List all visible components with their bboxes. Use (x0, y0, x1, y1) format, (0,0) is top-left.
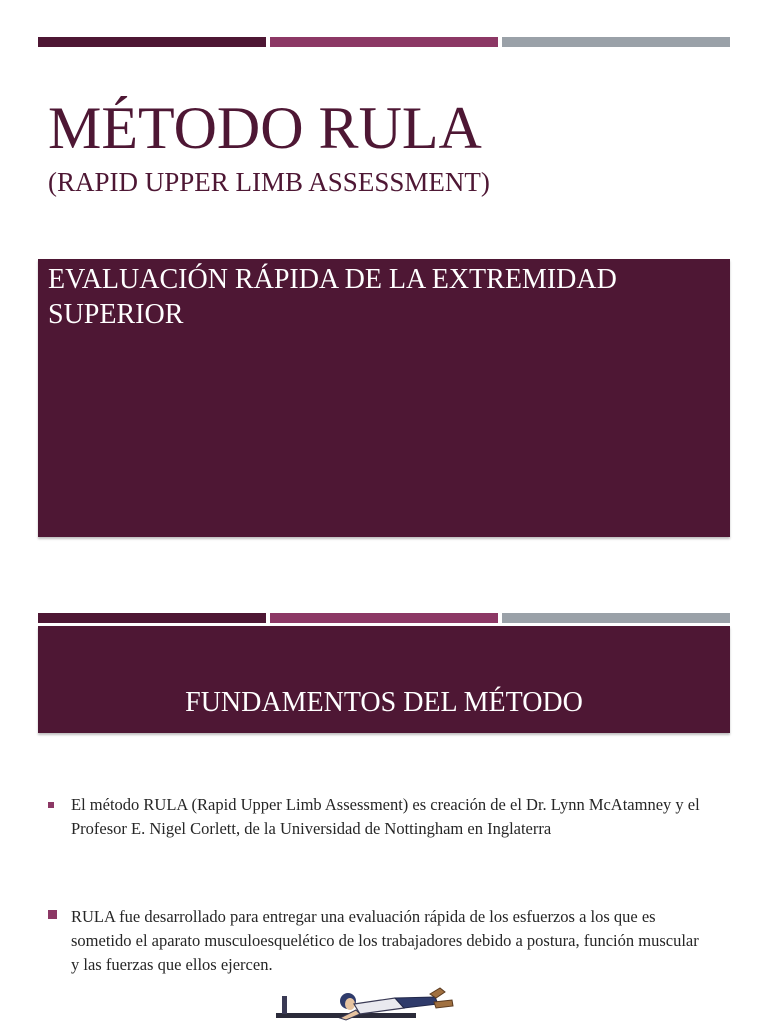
bullet-square-icon (48, 802, 54, 808)
worker-posture-illustration (190, 984, 490, 1024)
section-heading: FUNDAMENTOS DEL MÉTODO (185, 687, 583, 718)
slide-subtitle: (RAPID UPPER LIMB ASSESSMENT) (48, 167, 490, 197)
list-item (48, 793, 708, 841)
accent-stripe-gray (502, 37, 730, 47)
subtitle-panel-text: EVALUACIÓN RÁPIDA DE LA EXTREMIDAD SUPERIOR (48, 264, 617, 330)
bullet-square-icon (48, 910, 57, 919)
list-item-text: RULA fue desarrollado para entregar una evaluación rápida de los esfuerzos a los que es sometido el aparato musculoesquelético de los trabajadores debido a postura, función muscular y las fuerzas que ellos ejercen. (71, 907, 699, 974)
subtitle-panel (38, 259, 730, 537)
accent-stripe-magenta (270, 37, 498, 47)
accent-stripe-gray (502, 613, 730, 623)
accent-stripe-dark (38, 613, 266, 623)
list-item (48, 905, 708, 977)
accent-stripe-dark (38, 37, 266, 47)
top-accent-stripes (38, 37, 730, 47)
accent-stripe-magenta (270, 613, 498, 623)
section-header-panel (38, 626, 730, 733)
list-item-text: El método RULA (Rapid Upper Limb Assessment) es creación de el Dr. Lynn McAtamney y el Profesor E. Nigel Corlett, de la Universidad de Nottingham en Inglaterra (71, 795, 700, 838)
second-slide-accent-stripes (38, 613, 730, 623)
slide-title: MÉTODO RULA (48, 95, 482, 161)
